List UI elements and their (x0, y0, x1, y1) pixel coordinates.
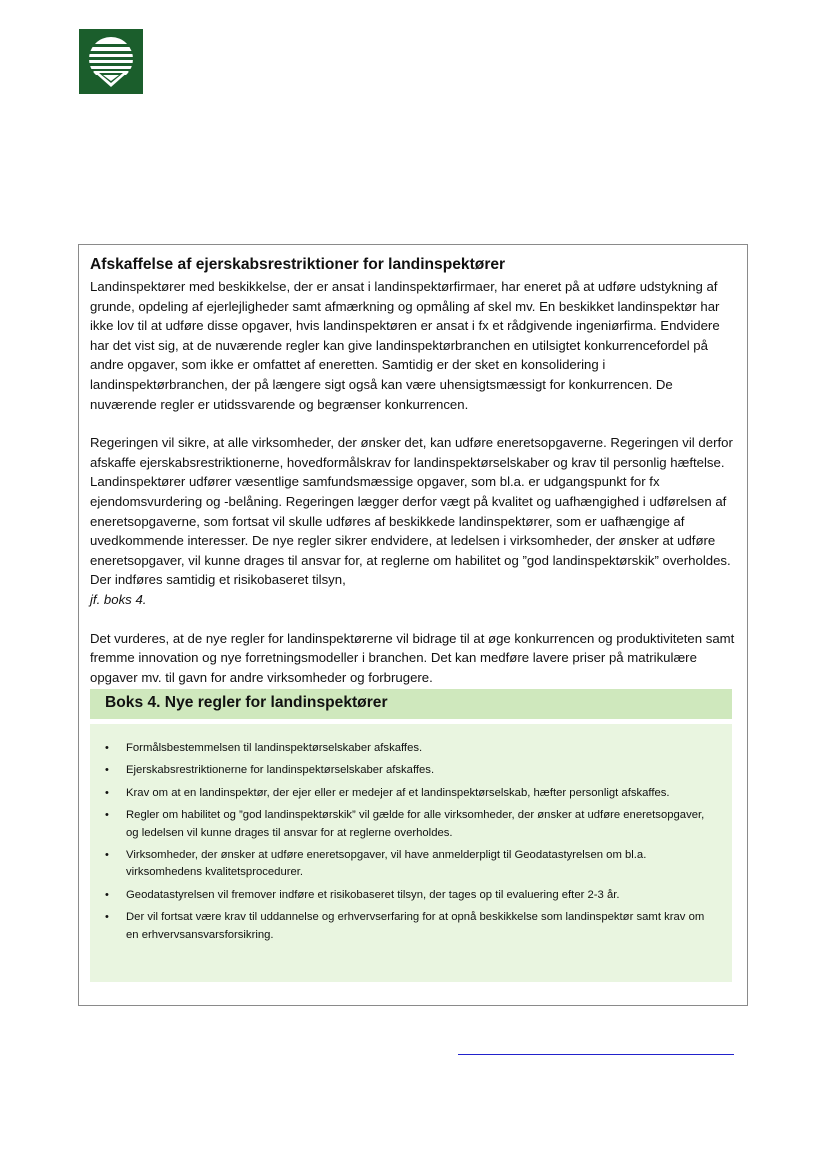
box-list (105, 740, 712, 944)
logo-mark-icon (79, 29, 143, 94)
article-paragraph-2 (90, 433, 740, 609)
list-item: • Virksomheder, der ønsker at udføre eneretsopgaver, vil have anmelderpligt til Geodatastyrelsen om bl.a. virksomhedens kvalitetsprocedurer. (105, 847, 712, 882)
list-item: • Krav om at en landinspektør, der ejer eller er medejer af et landinspektørselskab, hæfter personligt afskaffes. (105, 785, 712, 802)
box-reference: jf. boks 4. (90, 591, 147, 607)
article-title: Afskaffelse af ejerskabsrestriktioner for landinspektører (90, 256, 506, 273)
article-paragraph-1: Landinspektører med beskikkelse, der er ansat i landinspektørfirmaer, har eneret på at udføre udstykning af grunde, opdeling af ejerlejligheder samt afmærkning og opmåling af skel mv. En beskikket landinspektør har ikke lov til at udføre disse opgaver, hvis landinspektøren er ansat i fx et rådgivende ingeniørfirma. Endvidere har det vist sig, at de nuværende regler kan give landinspektørbranchen en utilsigtet konkurrencefordel på andre opgaver, som ikke er omfattet af eneretten. Samtidig er der sket en konsolidering i landinspektørbranchen, der på længere sigt også kan være uhensigtsmæssigt for konkurrencen. De nuværende regler er utidssvarende og begrænser konkurrencen. (90, 279, 720, 412)
article-paragraph-2-text: Regeringen vil sikre, at alle virksomheder, der ønsker det, kan udføre eneretsopgaverne. Regeringen vil derfor afskaffe ejerskabsrestriktionerne, hovedformålskrav for landinspektørselskaber og krav til personlig hæftelse. Landinspektører udfører væsentlige samfundsmæssige opgaver, som bl.a. er udgangspunkt for fx ejendomsvurdering og -belåning. Regeringen lægger derfor vægt på kvalitet og uafhængighed i udførelsen af eneretsopgaverne, som fortsat vil skulle udføres af beskikkede landinspektører, som er uafhængige af uvedkommende interesser. De nye regler sikrer endvidere, at ledelsen i virksomheder, der ønsker at udføre eneretsopgaver, vil kunne drages til ansvar for, at reglerne om habilitet og ”god landinspektørskik” overholdes. Der indføres samtidig et risikobaseret tilsyn, (90, 435, 733, 588)
organisation-logo (79, 29, 143, 94)
box-title: Boks 4. Nye regler for landinspektører (90, 689, 732, 719)
list-item: • Formålsbestemmelsen til landinspektørselskaber afskaffes. (105, 740, 712, 757)
box-body (90, 724, 732, 982)
footnote-link-underline[interactable] (458, 1054, 734, 1055)
list-item: • Der vil fortsat være krav til uddannelse og erhvervserfaring for at opnå beskikkelse som landinspektør samt krav om en erhvervsansvarsforsikring. (105, 909, 712, 944)
list-item: • Ejerskabsrestriktionerne for landinspektørselskaber afskaffes. (105, 762, 712, 779)
list-item: • Geodatastyrelsen vil fremover indføre et risikobaseret tilsyn, der tages op til evaluering efter 2-3 år. (105, 887, 712, 904)
article-paragraph-3: Det vurderes, at de nye regler for landinspektørerne vil bidrage til at øge konkurrencen og produktiviteten samt fremme innovation og nye forretningsmodeller i branchen. Det kan medføre lavere priser på matrikulære opgaver mv. til gavn for andre virksomheder og forbrugere. (90, 630, 735, 685)
list-item: • Regler om habilitet og ”god landinspektørskik” vil gælde for alle virksomheder, der ønsker at udføre eneretsopgaver, og ledelsen vil kunne drages til ansvar for at reglerne overholdes. (105, 807, 712, 842)
article-content (90, 255, 740, 687)
